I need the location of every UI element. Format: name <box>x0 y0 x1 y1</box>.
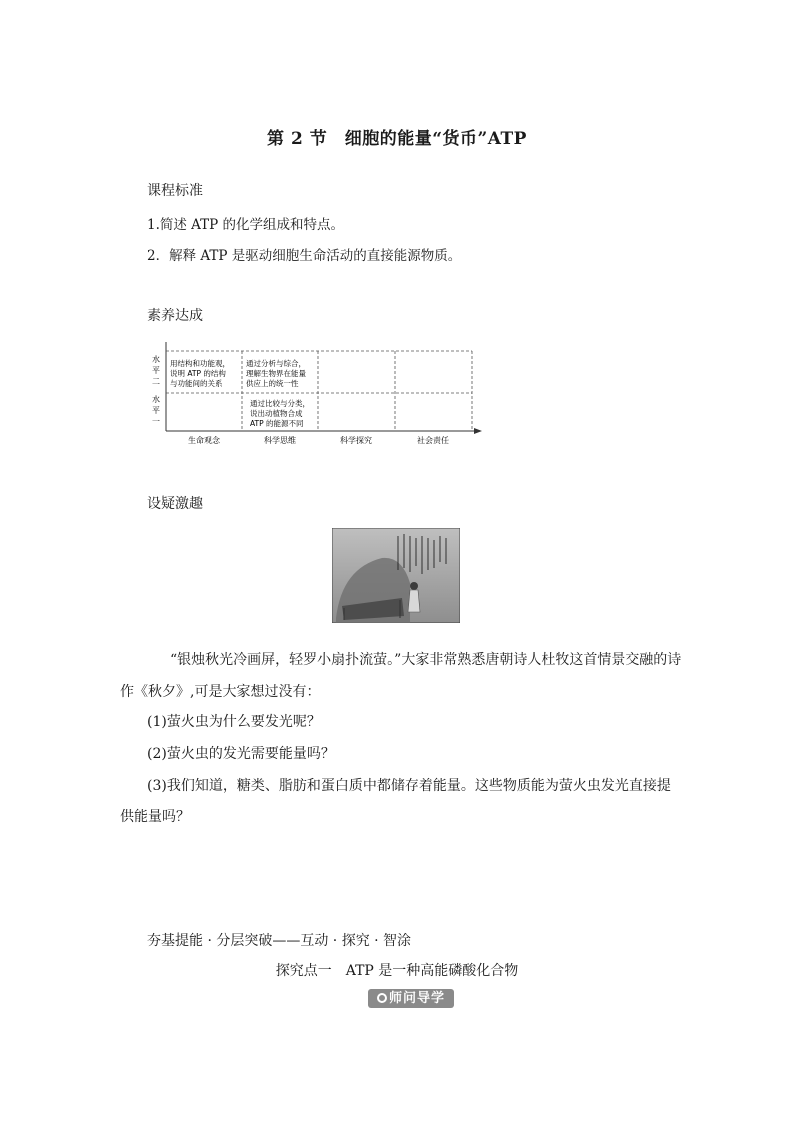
column-label-life-concept: 生命观念 <box>188 436 220 445</box>
page-title: 第 2 节 细胞的能量“货币”ATP <box>267 129 527 149</box>
question-1: (1)萤火虫为什么要发光呢？ <box>147 714 321 730</box>
column-label-scientific-thinking: 科学思维 <box>264 436 296 445</box>
section-subheading: 探究点一 ATP 是一种高能磷酸化合物 <box>275 963 519 979</box>
level-label-1-char-2: 平 <box>152 406 160 415</box>
level-label-2-char-1: 水 <box>152 355 160 364</box>
question-2: (2)萤火虫的发光需要能量吗？ <box>147 746 335 762</box>
cell-level2-life-concept: 用结构和功能观， 说明 ATP 的结构 与功能间的关系 <box>170 359 230 388</box>
question-3-line-2: 供能量吗？ <box>120 809 190 825</box>
level-label-2-char-3: 二 <box>152 377 160 386</box>
cell-level1-scientific-thinking: 通过比较与分类， 说出动植物合成 ATP 的能源不同 <box>250 399 310 428</box>
poem-illustration-image <box>332 528 460 623</box>
literacy-level-diagram <box>146 338 484 448</box>
question-3-line-1: (3)我们知道，糖类、脂肪和蛋白质中都储存着能量。这些物质能为萤火虫发光直接提 <box>147 778 671 794</box>
section-heading: 夯基提能 · 分层突破——互动 · 探究 · 智涂 <box>147 933 412 949</box>
intro-paragraph-line-1: “银烛秋光冷画屏，轻罗小扇扑流萤。”大家非常熟悉唐朝诗人杜牧这首情景交融的诗 <box>170 652 682 668</box>
curriculum-heading: 课程标准 <box>147 183 203 199</box>
column-label-social-responsibility: 社会责任 <box>417 436 449 445</box>
level-label-2-char-2: 平 <box>152 366 160 375</box>
curriculum-item-1: 1.简述 ATP 的化学组成和特点。 <box>147 217 345 233</box>
literacy-heading: 素养达成 <box>147 308 203 324</box>
column-label-scientific-inquiry: 科学探究 <box>340 436 372 445</box>
badge-label: 师问导学 <box>388 991 445 1006</box>
x-axis-arrow-icon <box>474 428 482 434</box>
cell-level2-scientific-thinking: 通过分析与综合， 理解生物界在能量 供应上的统一性 <box>246 359 306 388</box>
intro-paragraph-line-2: 作《秋夕》,可是大家想过没有： <box>120 684 321 700</box>
teacher-guide-badge <box>368 989 454 1008</box>
badge-ring-icon <box>377 993 387 1003</box>
curriculum-item-2: 2．解释 ATP 是驱动细胞生命活动的直接能源物质。 <box>147 248 462 264</box>
inquiry-heading: 设疑激趣 <box>147 496 203 512</box>
level-label-1-char-1: 水 <box>152 395 160 404</box>
level-label-1-char-3: 一 <box>152 417 160 426</box>
